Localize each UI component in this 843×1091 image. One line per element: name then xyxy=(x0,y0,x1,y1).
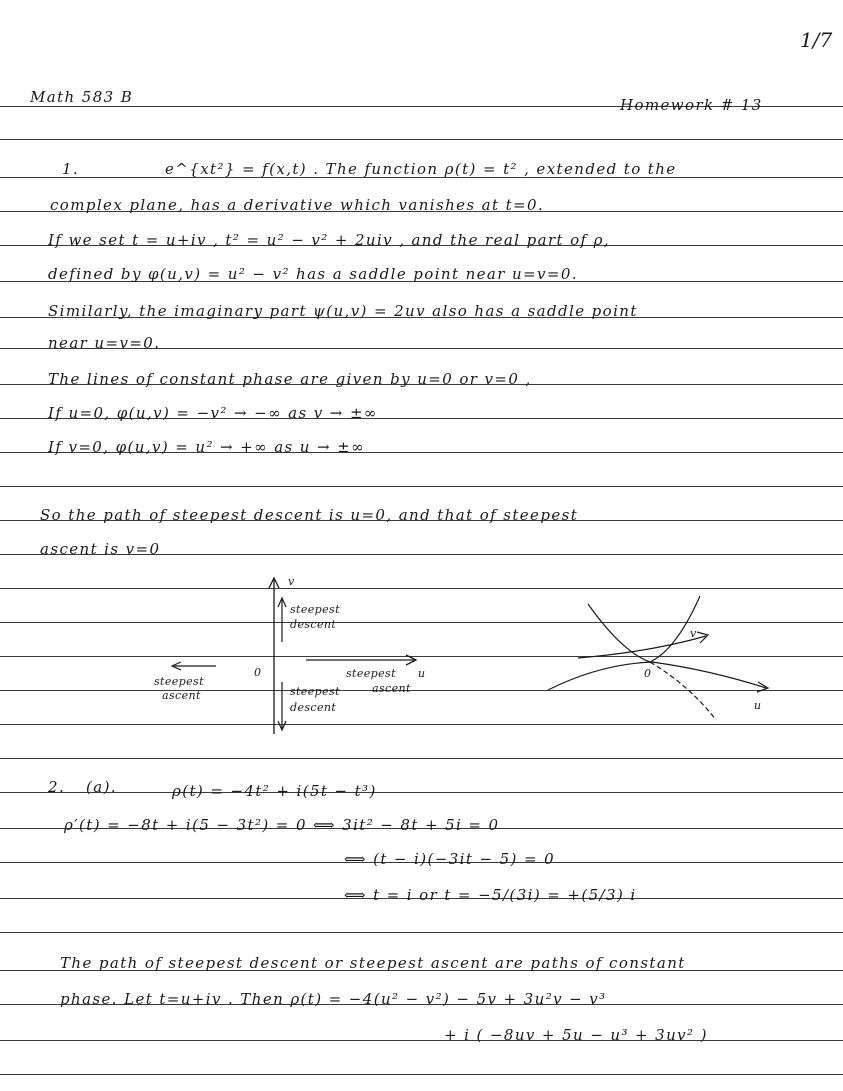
descent-curve xyxy=(578,636,706,658)
problem1-line: near u=v=0. xyxy=(48,334,161,352)
ascent-curve xyxy=(588,596,700,662)
steepest-ascent-right-label: steepest xyxy=(346,667,396,680)
problem2-line: ρ′(t) = −8t + i(5 − 3t²) = 0 ⟺ 3it² − 8t + 5i = 0 xyxy=(64,816,500,834)
homework-title: Homework # 13 xyxy=(620,96,763,114)
problem1-line: e^{xt²} = f(x,t) . The function ρ(t) = t² , extended to the xyxy=(165,160,677,178)
curve-v-label: v xyxy=(690,627,697,640)
lower-curve xyxy=(650,662,716,720)
problem2-line: ⟺ (t − i)(−3it − 5) = 0 xyxy=(344,850,556,868)
problem1-line: If u=0, φ(u,v) = −v² → −∞ as v → ±∞ xyxy=(48,404,378,422)
problem1-line: The lines of constant phase are given by u=0 or v=0 , xyxy=(48,370,532,388)
steepest-descent-bottom-label: descent xyxy=(290,701,337,714)
problem2-line: phase. Let t=u+iv . Then ρ(t) = −4(u² − v²) − 5v + 3u²v − v³ xyxy=(60,990,607,1008)
problem2-line: ⟺ t = i or t = −5/(3i) = +(5/3) i xyxy=(344,886,637,904)
steepest-descent-top-label: descent xyxy=(290,618,337,631)
problem1-line: complex plane, has a derivative which vanishes at t=0. xyxy=(50,196,545,214)
curve-origin-label: 0 xyxy=(644,667,652,680)
problem-part: (a). xyxy=(86,778,118,796)
steepest-descent-bottom-label: steepest xyxy=(290,685,340,698)
course-title: Math 583 B xyxy=(30,88,134,106)
u-axis-label: u xyxy=(418,667,426,680)
conclusion-line: ascent is v=0 xyxy=(40,540,161,558)
conclusion-line: So the path of steepest descent is u=0, and that of steepest xyxy=(40,506,579,524)
steepest-descent-top-label: steepest xyxy=(290,603,340,616)
problem1-line: defined by φ(u,v) = u² − v² has a saddle point near u=v=0. xyxy=(48,265,578,283)
problem2-line: The path of steepest descent or steepest ascent are paths of constant xyxy=(60,954,686,972)
problem-number: 2. xyxy=(48,778,66,796)
steepest-ascent-left-label: steepest xyxy=(154,675,204,688)
problem2-line: + i ( −8uv + 5u − u³ + 3uv² ) xyxy=(444,1026,708,1044)
origin-label: 0 xyxy=(254,666,262,679)
problem1-line: If we set t = u+iv , t² = u² − v² + 2uiv , and the real part of ρ, xyxy=(48,231,611,249)
v-axis-label: v xyxy=(288,575,295,588)
problem2-line: ρ(t) = −4t² + i(5t − t³) xyxy=(172,782,377,800)
problem1-line: Similarly, the imaginary part ψ(u,v) = 2uv also has a saddle point xyxy=(48,302,638,320)
steepest-ascent-right-label: ascent xyxy=(372,682,411,695)
problem1-line: If v=0, φ(u,v) = u² → +∞ as u → ±∞ xyxy=(48,438,366,456)
steepest-ascent-left-label: ascent xyxy=(162,689,201,702)
page-number: 1/7 xyxy=(800,28,833,52)
curve-u-label: u xyxy=(754,699,762,712)
problem-number: 1. xyxy=(62,160,80,178)
